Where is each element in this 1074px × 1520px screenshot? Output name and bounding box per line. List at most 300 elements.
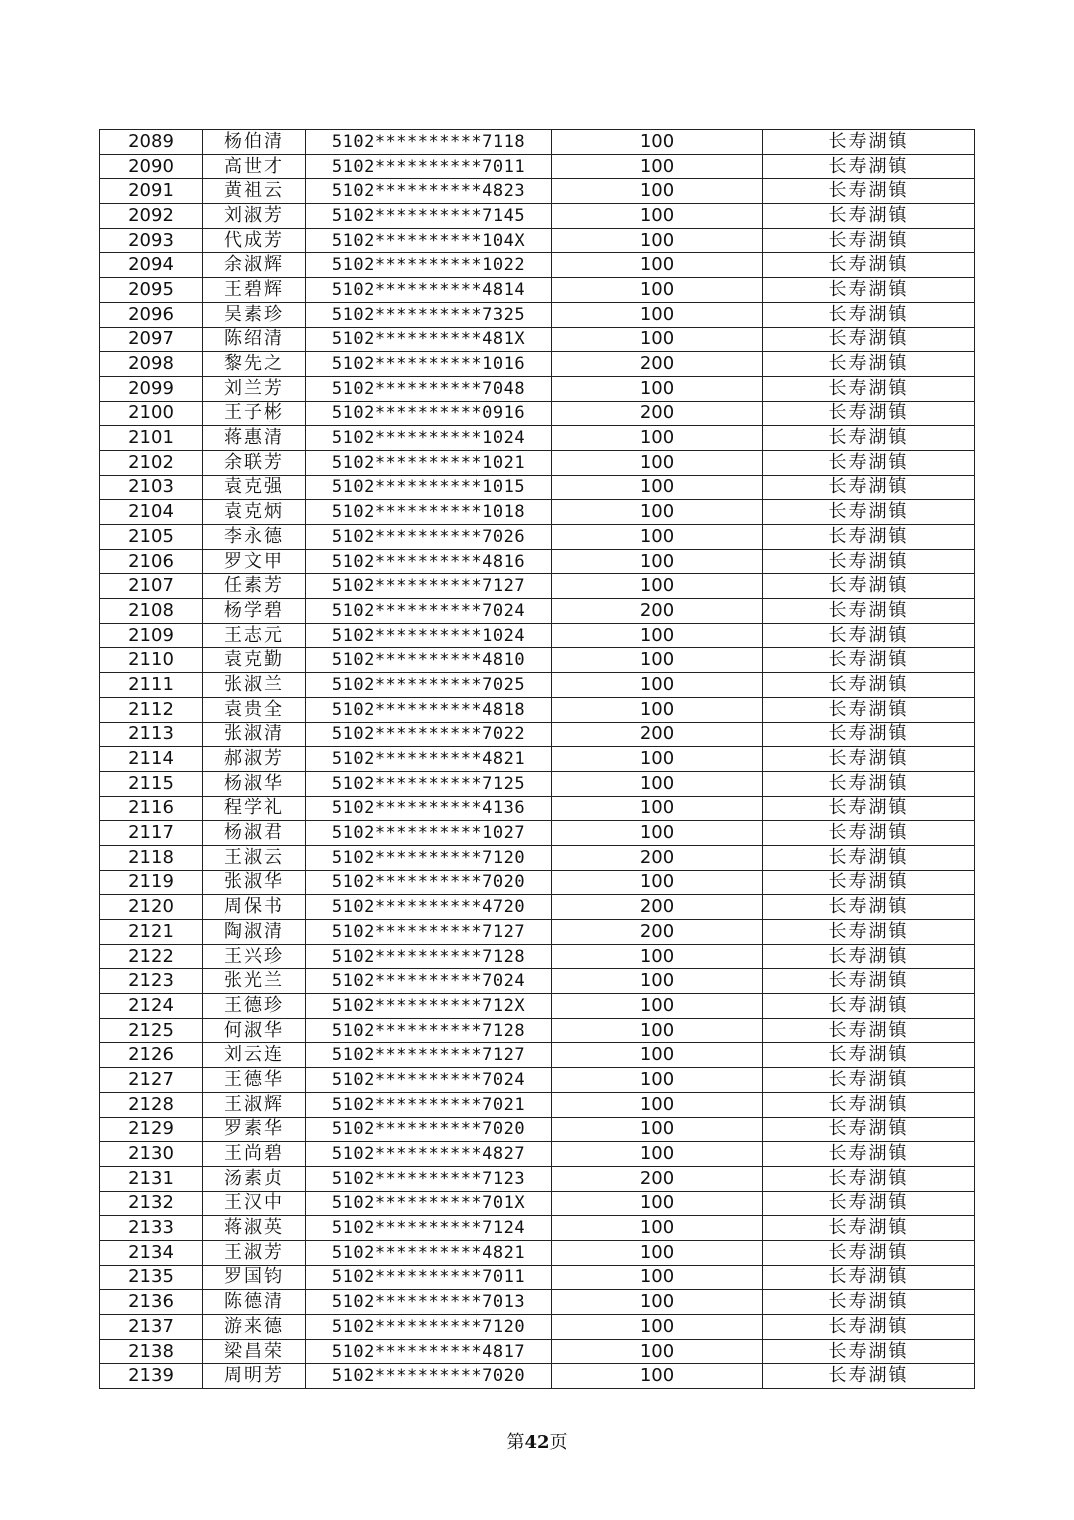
name-cell: 袁贵全 — [203, 697, 306, 722]
town-cell: 长寿湖镇 — [763, 1142, 975, 1167]
id-number-cell: 5102**********4816 — [306, 549, 552, 574]
name-cell: 袁克炳 — [203, 500, 306, 525]
town-cell: 长寿湖镇 — [763, 1117, 975, 1142]
table-row — [100, 1191, 975, 1216]
table-row — [100, 1117, 975, 1142]
serial-number-cell: 2111 — [100, 673, 203, 698]
id-number-cell: 5102**********7128 — [306, 944, 552, 969]
amount-cell: 100 — [552, 179, 763, 204]
id-number-cell: 5102**********712X — [306, 994, 552, 1019]
serial-number-cell: 2126 — [100, 1043, 203, 1068]
amount-cell: 100 — [552, 130, 763, 155]
table-row — [100, 1142, 975, 1167]
serial-number-cell: 2099 — [100, 376, 203, 401]
amount-cell: 200 — [552, 599, 763, 624]
serial-number-cell: 2132 — [100, 1191, 203, 1216]
roster-table — [99, 129, 975, 1389]
id-number-cell: 5102**********7145 — [306, 204, 552, 229]
serial-number-cell: 2139 — [100, 1364, 203, 1389]
amount-cell: 100 — [552, 574, 763, 599]
id-number-cell: 5102**********1018 — [306, 500, 552, 525]
name-cell: 周保书 — [203, 895, 306, 920]
town-cell: 长寿湖镇 — [763, 1265, 975, 1290]
table-row — [100, 920, 975, 945]
amount-cell: 100 — [552, 278, 763, 303]
name-cell: 代成芳 — [203, 228, 306, 253]
town-cell: 长寿湖镇 — [763, 278, 975, 303]
serial-number-cell: 2098 — [100, 352, 203, 377]
amount-cell: 100 — [552, 253, 763, 278]
page-footer — [0, 1428, 1074, 1454]
name-cell: 王德华 — [203, 1068, 306, 1093]
town-cell: 长寿湖镇 — [763, 1339, 975, 1364]
amount-cell: 100 — [552, 450, 763, 475]
amount-cell: 100 — [552, 549, 763, 574]
town-cell: 长寿湖镇 — [763, 130, 975, 155]
page-number-suffix: 页 — [549, 1432, 568, 1453]
serial-number-cell: 2096 — [100, 302, 203, 327]
table-row — [100, 179, 975, 204]
amount-cell: 100 — [552, 1068, 763, 1093]
id-number-cell: 5102**********7024 — [306, 1068, 552, 1093]
town-cell: 长寿湖镇 — [763, 1166, 975, 1191]
table-row — [100, 870, 975, 895]
table-row — [100, 1265, 975, 1290]
table-row — [100, 697, 975, 722]
id-number-cell: 5102**********4814 — [306, 278, 552, 303]
amount-cell: 100 — [552, 475, 763, 500]
id-number-cell: 5102**********0916 — [306, 401, 552, 426]
table-row — [100, 994, 975, 1019]
amount-cell: 200 — [552, 722, 763, 747]
serial-number-cell: 2131 — [100, 1166, 203, 1191]
serial-number-cell: 2118 — [100, 845, 203, 870]
serial-number-cell: 2110 — [100, 648, 203, 673]
town-cell: 长寿湖镇 — [763, 253, 975, 278]
serial-number-cell: 2089 — [100, 130, 203, 155]
id-number-cell: 5102**********4823 — [306, 179, 552, 204]
name-cell: 张淑华 — [203, 870, 306, 895]
amount-cell: 200 — [552, 401, 763, 426]
id-number-cell: 5102**********7048 — [306, 376, 552, 401]
id-number-cell: 5102**********7128 — [306, 1018, 552, 1043]
serial-number-cell: 2129 — [100, 1117, 203, 1142]
town-cell: 长寿湖镇 — [763, 302, 975, 327]
table-row — [100, 1315, 975, 1340]
id-number-cell: 5102**********7024 — [306, 599, 552, 624]
amount-cell: 100 — [552, 204, 763, 229]
serial-number-cell: 2122 — [100, 944, 203, 969]
amount-cell: 100 — [552, 154, 763, 179]
amount-cell: 100 — [552, 697, 763, 722]
amount-cell: 200 — [552, 895, 763, 920]
id-number-cell: 5102**********7013 — [306, 1290, 552, 1315]
name-cell: 陈绍清 — [203, 327, 306, 352]
table-row — [100, 821, 975, 846]
table-row — [100, 302, 975, 327]
serial-number-cell: 2107 — [100, 574, 203, 599]
id-number-cell: 5102**********4136 — [306, 796, 552, 821]
table-row — [100, 648, 975, 673]
serial-number-cell: 2135 — [100, 1265, 203, 1290]
table-row — [100, 278, 975, 303]
name-cell: 梁昌荣 — [203, 1339, 306, 1364]
id-number-cell: 5102**********4821 — [306, 1240, 552, 1265]
town-cell: 长寿湖镇 — [763, 821, 975, 846]
table-row — [100, 796, 975, 821]
id-number-cell: 5102**********7127 — [306, 920, 552, 945]
name-cell: 王淑辉 — [203, 1092, 306, 1117]
amount-cell: 100 — [552, 1092, 763, 1117]
serial-number-cell: 2130 — [100, 1142, 203, 1167]
id-number-cell: 5102**********7124 — [306, 1216, 552, 1241]
name-cell: 罗素华 — [203, 1117, 306, 1142]
serial-number-cell: 2097 — [100, 327, 203, 352]
town-cell: 长寿湖镇 — [763, 1018, 975, 1043]
town-cell: 长寿湖镇 — [763, 426, 975, 451]
table-row — [100, 574, 975, 599]
serial-number-cell: 2133 — [100, 1216, 203, 1241]
serial-number-cell: 2092 — [100, 204, 203, 229]
serial-number-cell: 2116 — [100, 796, 203, 821]
serial-number-cell: 2101 — [100, 426, 203, 451]
town-cell: 长寿湖镇 — [763, 154, 975, 179]
name-cell: 余淑辉 — [203, 253, 306, 278]
name-cell: 王碧辉 — [203, 278, 306, 303]
id-number-cell: 5102**********1021 — [306, 450, 552, 475]
name-cell: 蒋惠清 — [203, 426, 306, 451]
amount-cell: 200 — [552, 920, 763, 945]
serial-number-cell: 2103 — [100, 475, 203, 500]
id-number-cell: 5102**********1022 — [306, 253, 552, 278]
table-row — [100, 204, 975, 229]
amount-cell: 100 — [552, 327, 763, 352]
amount-cell: 200 — [552, 845, 763, 870]
page-number-prefix: 第 — [506, 1432, 525, 1453]
table-row — [100, 673, 975, 698]
amount-cell: 100 — [552, 1018, 763, 1043]
name-cell: 刘兰芳 — [203, 376, 306, 401]
town-cell: 长寿湖镇 — [763, 673, 975, 698]
amount-cell: 100 — [552, 228, 763, 253]
amount-cell: 100 — [552, 1315, 763, 1340]
amount-cell: 100 — [552, 673, 763, 698]
amount-cell: 100 — [552, 525, 763, 550]
id-number-cell: 5102**********4720 — [306, 895, 552, 920]
town-cell: 长寿湖镇 — [763, 401, 975, 426]
town-cell: 长寿湖镇 — [763, 1191, 975, 1216]
table-row — [100, 722, 975, 747]
serial-number-cell: 2091 — [100, 179, 203, 204]
table-row — [100, 845, 975, 870]
name-cell: 王淑云 — [203, 845, 306, 870]
id-number-cell: 5102**********4821 — [306, 747, 552, 772]
name-cell: 黎先之 — [203, 352, 306, 377]
name-cell: 张淑清 — [203, 722, 306, 747]
amount-cell: 100 — [552, 1339, 763, 1364]
town-cell: 长寿湖镇 — [763, 450, 975, 475]
id-number-cell: 5102**********7020 — [306, 1117, 552, 1142]
town-cell: 长寿湖镇 — [763, 500, 975, 525]
amount-cell: 100 — [552, 969, 763, 994]
serial-number-cell: 2094 — [100, 253, 203, 278]
id-number-cell: 5102**********1024 — [306, 623, 552, 648]
amount-cell: 100 — [552, 1191, 763, 1216]
name-cell: 杨伯清 — [203, 130, 306, 155]
town-cell: 长寿湖镇 — [763, 796, 975, 821]
id-number-cell: 5102**********701X — [306, 1191, 552, 1216]
name-cell: 王汉中 — [203, 1191, 306, 1216]
serial-number-cell: 2106 — [100, 549, 203, 574]
serial-number-cell: 2095 — [100, 278, 203, 303]
name-cell: 罗文甲 — [203, 549, 306, 574]
amount-cell: 100 — [552, 870, 763, 895]
town-cell: 长寿湖镇 — [763, 475, 975, 500]
amount-cell: 100 — [552, 500, 763, 525]
name-cell: 何淑华 — [203, 1018, 306, 1043]
id-number-cell: 5102**********7011 — [306, 154, 552, 179]
name-cell: 王兴珍 — [203, 944, 306, 969]
table-row — [100, 1018, 975, 1043]
id-number-cell: 5102**********4818 — [306, 697, 552, 722]
amount-cell: 100 — [552, 1240, 763, 1265]
id-number-cell: 5102**********7020 — [306, 870, 552, 895]
roster-body — [100, 130, 975, 1389]
id-number-cell: 5102**********7022 — [306, 722, 552, 747]
town-cell: 长寿湖镇 — [763, 525, 975, 550]
amount-cell: 100 — [552, 944, 763, 969]
serial-number-cell: 2115 — [100, 771, 203, 796]
id-number-cell: 5102**********7025 — [306, 673, 552, 698]
id-number-cell: 5102**********104X — [306, 228, 552, 253]
amount-cell: 100 — [552, 1142, 763, 1167]
name-cell: 吴素珍 — [203, 302, 306, 327]
town-cell: 长寿湖镇 — [763, 648, 975, 673]
serial-number-cell: 2125 — [100, 1018, 203, 1043]
town-cell: 长寿湖镇 — [763, 697, 975, 722]
name-cell: 汤素贞 — [203, 1166, 306, 1191]
serial-number-cell: 2112 — [100, 697, 203, 722]
table-row — [100, 549, 975, 574]
name-cell: 高世才 — [203, 154, 306, 179]
amount-cell: 100 — [552, 1216, 763, 1241]
name-cell: 余联芳 — [203, 450, 306, 475]
id-number-cell: 5102**********4810 — [306, 648, 552, 673]
name-cell: 周明芳 — [203, 1364, 306, 1389]
town-cell: 长寿湖镇 — [763, 352, 975, 377]
serial-number-cell: 2121 — [100, 920, 203, 945]
serial-number-cell: 2119 — [100, 870, 203, 895]
name-cell: 王尚碧 — [203, 1142, 306, 1167]
name-cell: 袁克强 — [203, 475, 306, 500]
table-row — [100, 1043, 975, 1068]
name-cell: 游来德 — [203, 1315, 306, 1340]
town-cell: 长寿湖镇 — [763, 1364, 975, 1389]
table-row — [100, 1364, 975, 1389]
table-row — [100, 599, 975, 624]
name-cell: 刘淑芳 — [203, 204, 306, 229]
serial-number-cell: 2104 — [100, 500, 203, 525]
id-number-cell: 5102**********7125 — [306, 771, 552, 796]
serial-number-cell: 2105 — [100, 525, 203, 550]
town-cell: 长寿湖镇 — [763, 895, 975, 920]
table-row — [100, 525, 975, 550]
serial-number-cell: 2137 — [100, 1315, 203, 1340]
id-number-cell: 5102**********7118 — [306, 130, 552, 155]
town-cell: 长寿湖镇 — [763, 574, 975, 599]
table-row — [100, 1290, 975, 1315]
id-number-cell: 5102**********1027 — [306, 821, 552, 846]
serial-number-cell: 2124 — [100, 994, 203, 1019]
town-cell: 长寿湖镇 — [763, 599, 975, 624]
id-number-cell: 5102**********7011 — [306, 1265, 552, 1290]
town-cell: 长寿湖镇 — [763, 549, 975, 574]
id-number-cell: 5102**********7021 — [306, 1092, 552, 1117]
town-cell: 长寿湖镇 — [763, 1315, 975, 1340]
table-row — [100, 401, 975, 426]
serial-number-cell: 2108 — [100, 599, 203, 624]
table-row — [100, 944, 975, 969]
name-cell: 陈德清 — [203, 1290, 306, 1315]
page-number: 42 — [524, 1432, 550, 1453]
name-cell: 王志元 — [203, 623, 306, 648]
serial-number-cell: 2109 — [100, 623, 203, 648]
name-cell: 郝淑芳 — [203, 747, 306, 772]
table-row — [100, 450, 975, 475]
amount-cell: 200 — [552, 352, 763, 377]
name-cell: 程学礼 — [203, 796, 306, 821]
id-number-cell: 5102**********4817 — [306, 1339, 552, 1364]
table-row — [100, 352, 975, 377]
amount-cell: 100 — [552, 1043, 763, 1068]
serial-number-cell: 2113 — [100, 722, 203, 747]
table-row — [100, 1339, 975, 1364]
name-cell: 杨淑君 — [203, 821, 306, 846]
serial-number-cell: 2100 — [100, 401, 203, 426]
town-cell: 长寿湖镇 — [763, 845, 975, 870]
town-cell: 长寿湖镇 — [763, 376, 975, 401]
town-cell: 长寿湖镇 — [763, 1043, 975, 1068]
serial-number-cell: 2117 — [100, 821, 203, 846]
amount-cell: 100 — [552, 1117, 763, 1142]
town-cell: 长寿湖镇 — [763, 771, 975, 796]
table-row — [100, 1092, 975, 1117]
serial-number-cell: 2128 — [100, 1092, 203, 1117]
name-cell: 王德珍 — [203, 994, 306, 1019]
name-cell: 杨学碧 — [203, 599, 306, 624]
name-cell: 杨淑华 — [203, 771, 306, 796]
id-number-cell: 5102**********1015 — [306, 475, 552, 500]
serial-number-cell: 2102 — [100, 450, 203, 475]
town-cell: 长寿湖镇 — [763, 944, 975, 969]
name-cell: 王淑芳 — [203, 1240, 306, 1265]
name-cell: 袁克勤 — [203, 648, 306, 673]
name-cell: 蒋淑英 — [203, 1216, 306, 1241]
amount-cell: 100 — [552, 426, 763, 451]
table-row — [100, 1216, 975, 1241]
town-cell: 长寿湖镇 — [763, 179, 975, 204]
id-number-cell: 5102**********481X — [306, 327, 552, 352]
table-row — [100, 1166, 975, 1191]
table-row — [100, 130, 975, 155]
table-row — [100, 747, 975, 772]
id-number-cell: 5102**********1016 — [306, 352, 552, 377]
amount-cell: 100 — [552, 1265, 763, 1290]
table-row — [100, 1068, 975, 1093]
table-row — [100, 895, 975, 920]
name-cell: 刘云连 — [203, 1043, 306, 1068]
town-cell: 长寿湖镇 — [763, 1216, 975, 1241]
amount-cell: 100 — [552, 1364, 763, 1389]
amount-cell: 100 — [552, 648, 763, 673]
id-number-cell: 5102**********7120 — [306, 845, 552, 870]
serial-number-cell: 2127 — [100, 1068, 203, 1093]
serial-number-cell: 2123 — [100, 969, 203, 994]
serial-number-cell: 2114 — [100, 747, 203, 772]
serial-number-cell: 2138 — [100, 1339, 203, 1364]
serial-number-cell: 2093 — [100, 228, 203, 253]
name-cell: 罗国钧 — [203, 1265, 306, 1290]
id-number-cell: 5102**********7325 — [306, 302, 552, 327]
town-cell: 长寿湖镇 — [763, 1240, 975, 1265]
table-row — [100, 969, 975, 994]
town-cell: 长寿湖镇 — [763, 228, 975, 253]
name-cell: 任素芳 — [203, 574, 306, 599]
amount-cell: 100 — [552, 771, 763, 796]
table-row — [100, 376, 975, 401]
serial-number-cell: 2090 — [100, 154, 203, 179]
id-number-cell: 5102**********7026 — [306, 525, 552, 550]
amount-cell: 100 — [552, 994, 763, 1019]
name-cell: 黄祖云 — [203, 179, 306, 204]
town-cell: 长寿湖镇 — [763, 994, 975, 1019]
town-cell: 长寿湖镇 — [763, 920, 975, 945]
town-cell: 长寿湖镇 — [763, 722, 975, 747]
table-row — [100, 426, 975, 451]
amount-cell: 100 — [552, 796, 763, 821]
table-row — [100, 1240, 975, 1265]
id-number-cell: 5102**********7020 — [306, 1364, 552, 1389]
town-cell: 长寿湖镇 — [763, 969, 975, 994]
table-row — [100, 771, 975, 796]
amount-cell: 100 — [552, 747, 763, 772]
amount-cell: 100 — [552, 623, 763, 648]
town-cell: 长寿湖镇 — [763, 870, 975, 895]
table-row — [100, 500, 975, 525]
name-cell: 张淑兰 — [203, 673, 306, 698]
name-cell: 张光兰 — [203, 969, 306, 994]
amount-cell: 100 — [552, 1290, 763, 1315]
amount-cell: 100 — [552, 302, 763, 327]
town-cell: 长寿湖镇 — [763, 747, 975, 772]
serial-number-cell: 2120 — [100, 895, 203, 920]
table-row — [100, 475, 975, 500]
id-number-cell: 5102**********7120 — [306, 1315, 552, 1340]
table-row — [100, 253, 975, 278]
id-number-cell: 5102**********7123 — [306, 1166, 552, 1191]
table-row — [100, 228, 975, 253]
town-cell: 长寿湖镇 — [763, 1068, 975, 1093]
town-cell: 长寿湖镇 — [763, 1290, 975, 1315]
name-cell: 陶淑清 — [203, 920, 306, 945]
id-number-cell: 5102**********7024 — [306, 969, 552, 994]
id-number-cell: 5102**********4827 — [306, 1142, 552, 1167]
table-row — [100, 623, 975, 648]
name-cell: 王子彬 — [203, 401, 306, 426]
id-number-cell: 5102**********7127 — [306, 1043, 552, 1068]
town-cell: 长寿湖镇 — [763, 204, 975, 229]
serial-number-cell: 2136 — [100, 1290, 203, 1315]
